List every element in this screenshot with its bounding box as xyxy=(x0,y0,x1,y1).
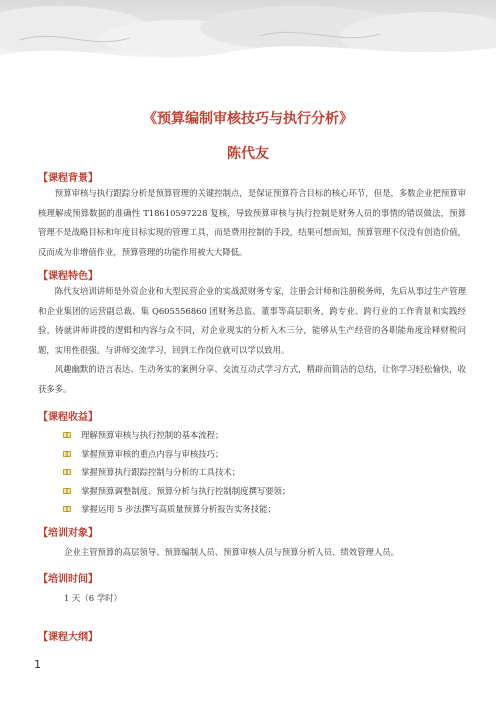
header-ink-banner xyxy=(0,0,496,80)
bullet-book-icon xyxy=(62,449,72,459)
features-paragraph-1: 陈代友培训讲师是外资企业和大型民营企业的实战派财务专家，注册会计师和注册税务师，先后从事过生产管理和企业集团的运营副总裁、集 Q605556860 团财务总监、董事等高层职务，跨专业、跨行业的工作背景和实践经验，铸就讲师讲授的逻辑和内容与众不同，对企业现实的分析入木三分，能够从生产经营的各职能角度诠释财税问题，实用性很强。与讲师交流学习，回到工作岗位就可以学以致用。 xyxy=(38,286,466,355)
document-title: 《预算编制审核技巧与执行分析》 xyxy=(143,111,353,127)
section-heading-duration: 【培训时间】 xyxy=(38,574,98,585)
features-paragraph-2: 风趣幽默的语言表达、生动务实的案例分享、交流互动式学习方式，精辟而简洁的总结，让你学习轻松愉快，收获多多。 xyxy=(38,364,466,394)
list-item: 理解预算审核与执行控制的基本流程； xyxy=(62,426,474,445)
list-item: 掌握预算调整制度、预算分析与执行控制制度撰写要领； xyxy=(62,482,474,501)
list-item: 掌握运用 5 步法撰写高质量预算分析报告实务技能； xyxy=(62,500,474,519)
bullet-book-icon xyxy=(62,486,72,496)
author-name: 陈代友 xyxy=(227,146,269,162)
list-item: 掌握预算执行跟踪控制与分析的工具技术； xyxy=(62,463,474,482)
background-paragraph: 预算审核与执行跟踪分析是预算管理的关键控制点，是保证预算符合目标的核心环节，但是，多数企业把预算审核理解成预算数据的准确性 T18610597228 复核，导致预算审核与执行控制是财务人员的事情的错误做法，预算管理不是战略目标和年度目标实现的管理工具，而是费用控制的手段，结果可想而知，预算管理不仅没有创造价值，反而成为非增值作业，预算管理的功能作用被大大降低。 xyxy=(38,188,466,257)
duration-text: 1 天（6 学时） xyxy=(64,593,122,603)
page-number: 1 xyxy=(34,658,41,671)
section-heading-features: 【课程特色】 xyxy=(38,271,98,282)
benefits-list xyxy=(62,426,474,519)
bullet-book-icon xyxy=(62,504,72,514)
section-heading-outline: 【课程大纲】 xyxy=(38,632,98,643)
bullet-book-icon xyxy=(62,430,72,440)
section-heading-background: 【课程背景】 xyxy=(38,173,98,184)
section-heading-audience: 【培训对象】 xyxy=(38,528,98,539)
audience-text: 企业主管预算的高层领导、预算编制人员、预算审核人员与预算分析人员、绩效管理人员。 xyxy=(64,547,399,557)
bullet-book-icon xyxy=(62,467,72,477)
list-item: 掌握预算审核的重点内容与审核技巧； xyxy=(62,445,474,464)
section-heading-benefits: 【课程收益】 xyxy=(38,412,98,423)
